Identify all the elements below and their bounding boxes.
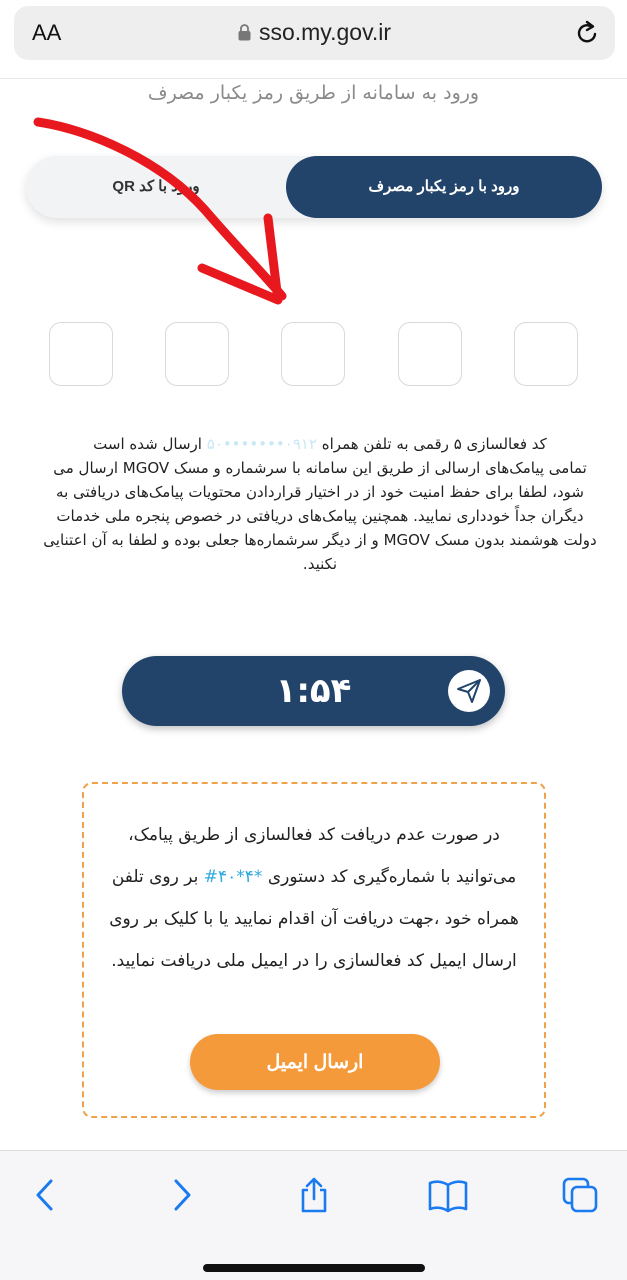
sms-info-text bbox=[40, 432, 600, 576]
browser-bottom-toolbar bbox=[0, 1150, 627, 1280]
header-divider bbox=[0, 78, 627, 79]
url-text: sso.my.gov.ir bbox=[258, 19, 392, 45]
text-size-button[interactable]: AA bbox=[32, 20, 62, 45]
info-security-warning: تمامی پیامک‌های ارسالی از طریق این سامانه با سرشماره و مسک MGOV ارسال می شود، لطفا برای حفظ امنیت خود از در اختیار قراردادن محتویات پیامک‌های دریافتی به دیگران جداً خودداری نمایید. همچنین پیامک‌های دریافتی در خصوص پنجره ملی خدمات دولت هوشمند بدون مسک MGOV و از دیگر سرشماره‌ها جعلی بوده و لطفا به آن اعتنایی نکنید. bbox=[43, 459, 597, 573]
send-icon-badge[interactable] bbox=[448, 670, 490, 712]
send-email-button[interactable]: ارسال ایمیل bbox=[190, 1034, 440, 1090]
tab-otp-login[interactable]: ورود با رمز یکبار مصرف bbox=[286, 156, 602, 218]
forward-icon[interactable] bbox=[164, 1177, 200, 1213]
red-arrow-annotation bbox=[20, 100, 320, 320]
no-sms-notice bbox=[82, 782, 546, 1118]
otp-digit-input[interactable] bbox=[398, 322, 462, 386]
reload-icon[interactable] bbox=[573, 19, 601, 47]
ussd-code: #۴۰*۴* bbox=[203, 867, 263, 887]
notice-text bbox=[104, 814, 524, 982]
masked-phone-number: ۰۹۱۲•••••••۵۰ bbox=[206, 435, 317, 453]
info-line1-start: کد فعالسازی ۵ رقمی به تلفن همراه bbox=[321, 435, 547, 453]
otp-digit-input[interactable] bbox=[281, 322, 345, 386]
info-line1-end: ارسال شده است bbox=[93, 435, 202, 453]
book-icon[interactable] bbox=[428, 1177, 468, 1213]
back-icon[interactable] bbox=[28, 1177, 64, 1213]
url-display[interactable] bbox=[14, 19, 615, 46]
lock-icon bbox=[238, 24, 251, 41]
otp-digit-input[interactable] bbox=[49, 322, 113, 386]
notice-text-end: بر روی تلفن همراه خود ،جهت دریافت آن اقدام نمایید یا با کلیک بر روی ارسال ایمیل کد فعالسازی را در ایمیل ملی دریافت نمایید. bbox=[109, 867, 519, 971]
resend-timer bbox=[122, 656, 505, 726]
share-icon[interactable] bbox=[296, 1177, 332, 1213]
tabs-icon[interactable] bbox=[562, 1177, 598, 1213]
tab-qr-login[interactable]: ورود با کد QR bbox=[26, 156, 286, 218]
otp-digit-input[interactable] bbox=[165, 322, 229, 386]
countdown-text: ۱:۵۴ bbox=[275, 671, 352, 711]
browser-address-bar[interactable] bbox=[14, 6, 615, 60]
paper-plane-icon bbox=[456, 678, 482, 704]
page-subtitle: ورود به سامانه از طریق رمز یکبار مصرف bbox=[147, 82, 480, 104]
notice-text-start: در صورت عدم دریافت کد فعالسازی از طریق پیامک، می‌توانید با شماره‌گیری کد دستوری bbox=[128, 825, 517, 887]
home-indicator bbox=[203, 1264, 425, 1272]
otp-digit-input[interactable] bbox=[514, 322, 578, 386]
